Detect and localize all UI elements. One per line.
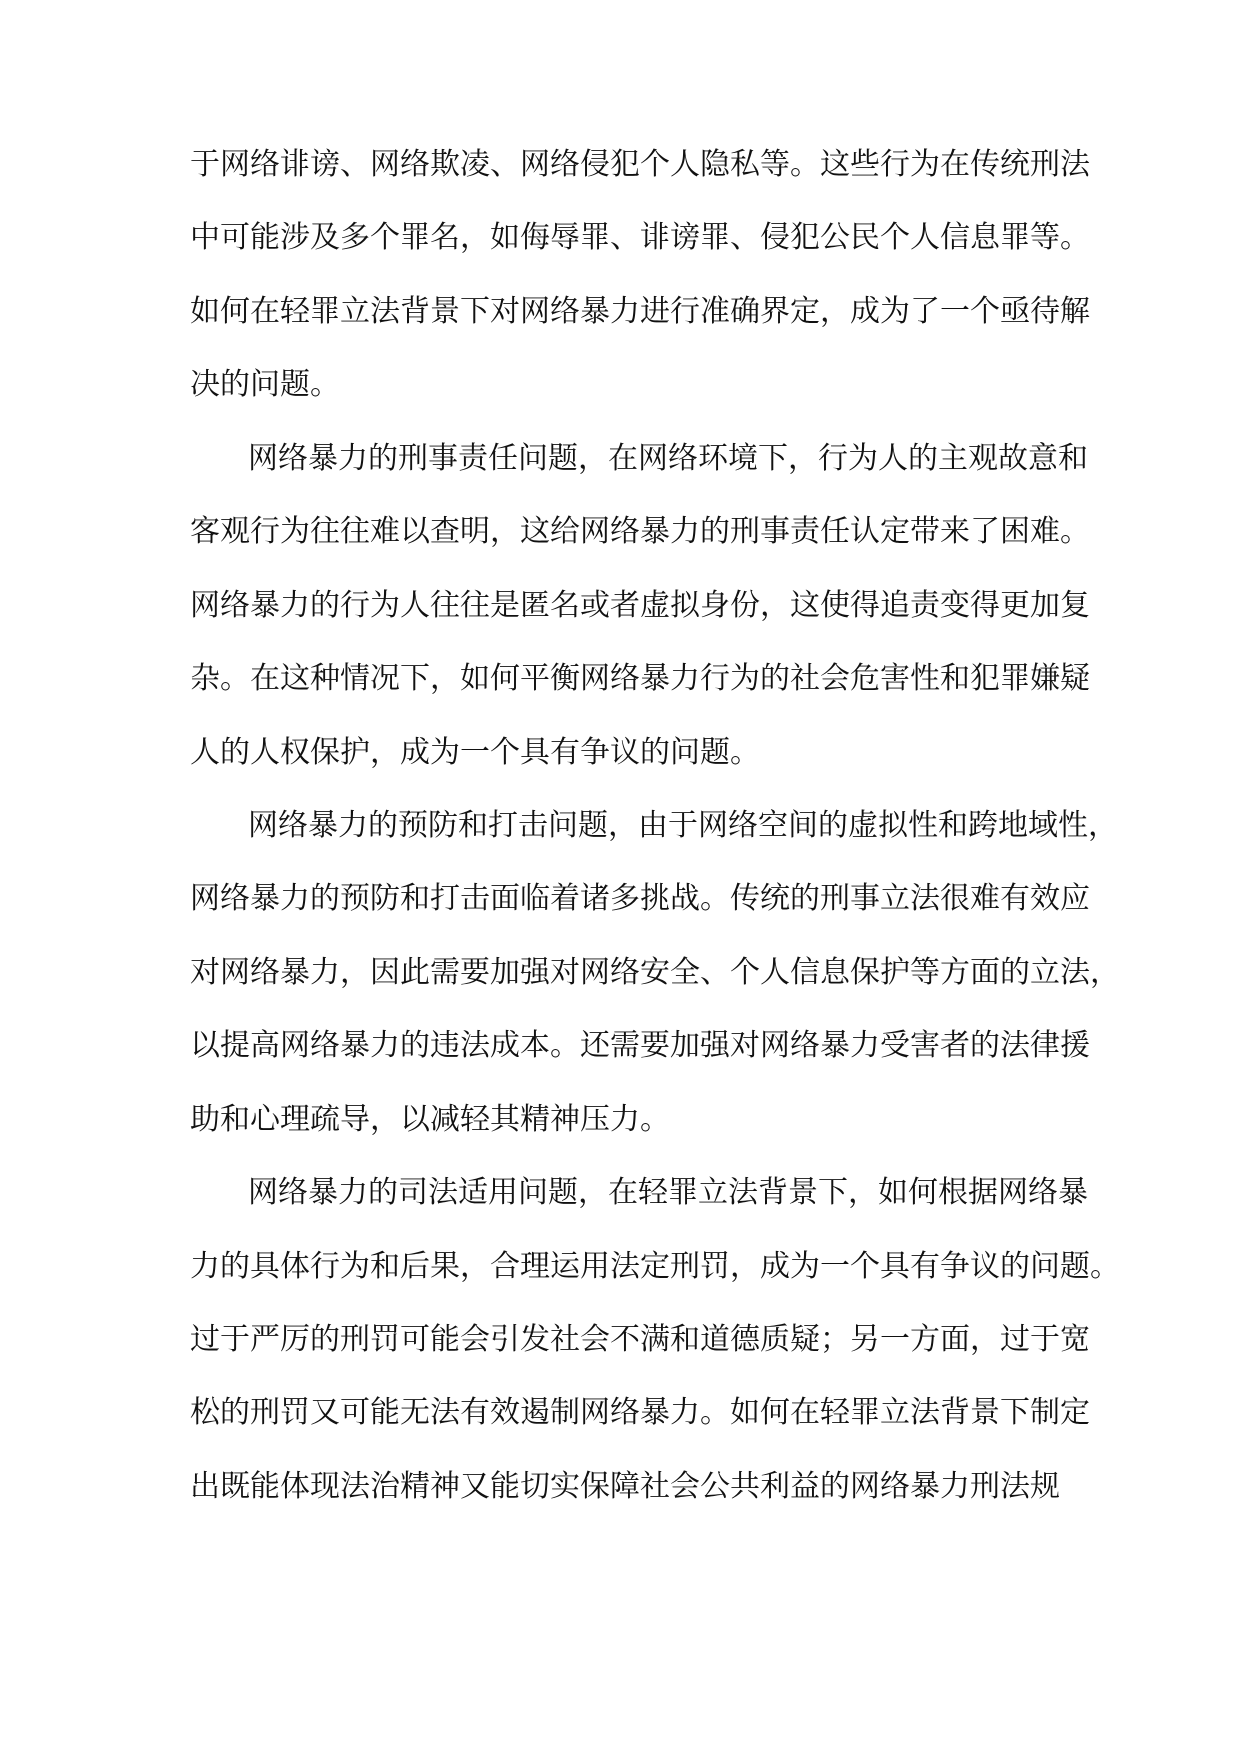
text-line: 决的问题。 xyxy=(190,367,340,403)
text-line: 助和心理疏导，以减轻其精神压力。 xyxy=(190,1101,670,1137)
paragraph-first-line: 网络暴力的司法适用问题，在轻罪立法背景下，如何根据网络暴 xyxy=(248,1175,1088,1211)
text-line: 如何在轻罪立法背景下对网络暴力进行准确界定，成为了一个亟待解 xyxy=(190,293,1090,329)
text-line: 网络暴力的行为人往往是匿名或者虚拟身份，这使得追责变得更加复 xyxy=(190,587,1090,623)
body-text xyxy=(190,128,1120,1523)
text-line: 出既能体现法治精神又能切实保障社会公共利益的网络暴力刑法规 xyxy=(190,1468,1060,1504)
text-line: 于网络诽谤、网络欺凌、网络侵犯个人隐私等。这些行为在传统刑法 xyxy=(190,147,1090,182)
text-line: 杂。在这种情况下，如何平衡网络暴力行为的社会危害性和犯罪嫌疑 xyxy=(190,661,1090,697)
text-line: 力的具体行为和后果，合理运用法定刑罚，成为一个具有争议的问题。 xyxy=(190,1248,1120,1284)
text-line: 中可能涉及多个罪名，如侮辱罪、诽谤罪、侵犯公民个人信息罪等。 xyxy=(190,220,1090,256)
text-line: 过于严厉的刑罚可能会引发社会不满和道德质疑；另一方面，过于宽 xyxy=(190,1322,1090,1357)
text-line: 对网络暴力，因此需要加强对网络安全、个人信息保护等方面的立法， xyxy=(190,954,1120,990)
paragraph-first-line: 网络暴力的刑事责任问题，在网络环境下，行为人的主观故意和 xyxy=(248,440,1088,476)
paragraph-first-line: 网络暴力的预防和打击问题，由于网络空间的虚拟性和跨地域性， xyxy=(248,807,1118,843)
text-line: 网络暴力的预防和打击面临着诸多挑战。传统的刑事立法很难有效应 xyxy=(190,881,1090,917)
text-line: 以提高网络暴力的违法成本。还需要加强对网络暴力受害者的法律援 xyxy=(190,1028,1090,1064)
text-line: 人的人权保护，成为一个具有争议的问题。 xyxy=(190,734,760,770)
text-line: 客观行为往往难以查明，这给网络暴力的刑事责任认定带来了困难。 xyxy=(190,514,1090,550)
text-line: 松的刑罚又可能无法有效遏制网络暴力。如何在轻罪立法背景下制定 xyxy=(190,1395,1090,1431)
